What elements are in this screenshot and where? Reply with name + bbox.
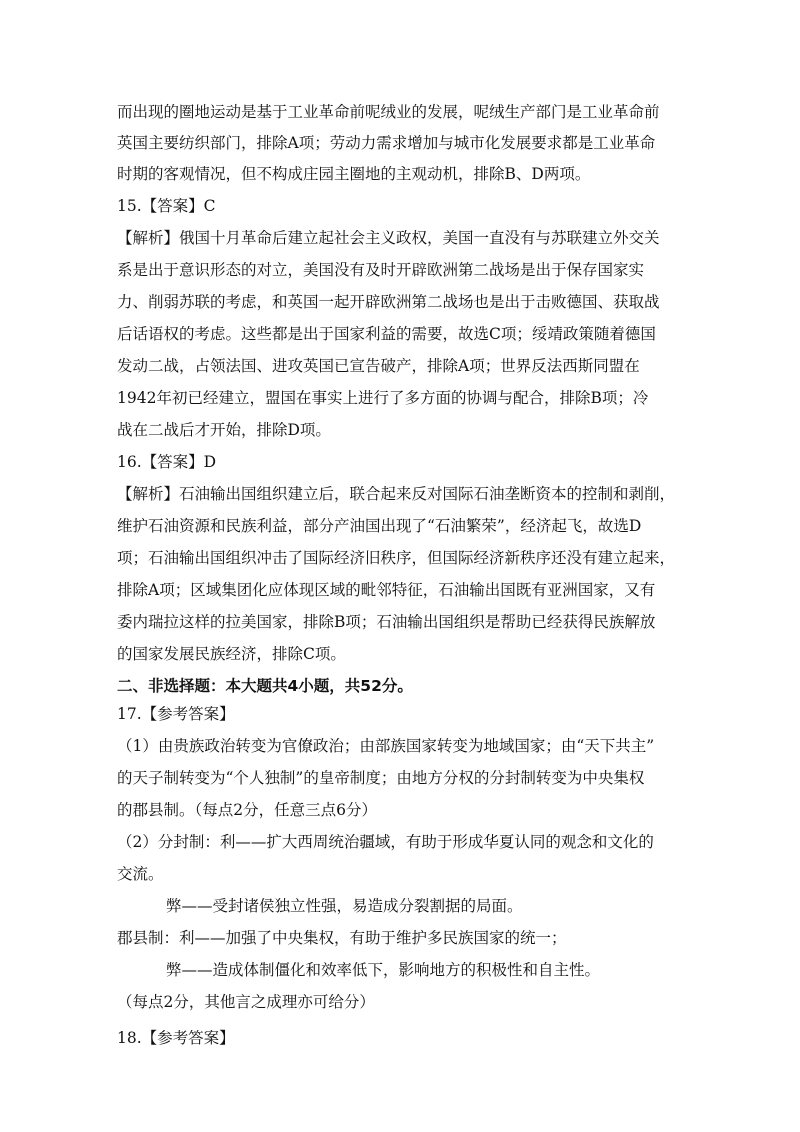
question-16-answer: 16.【答案】D — [117, 453, 217, 471]
text-line: 的郡县制。（每点2分，任意三点6分） — [117, 801, 377, 819]
text-line: 的天子制转变为“个人独制”的皇帝制度；由地方分权的分封制转变为中央集权 — [117, 769, 645, 787]
question-15-answer: 15.【答案】C — [117, 197, 216, 215]
text-line: 郡县制：利——加强了中央集权，有助于维护多民族国家的统一； — [117, 929, 567, 947]
text-line: 1942年初已经建立，盟国在事实上进行了多方面的协调与配合，排除B项；冷 — [117, 389, 649, 407]
text-line: 弊——受封诸侯独立性强，易造成分裂割据的局面。 — [166, 897, 523, 915]
text-line: 系是出于意识形态的对立，美国没有及时开辟欧洲第二战场是出于保存国家实 — [117, 261, 645, 279]
text-line: 的国家发展民族经济，排除C项。 — [117, 645, 346, 663]
text-line: 委内瑞拉这样的拉美国家，排除B项；石油输出国组织是帮助已经获得民族解放 — [117, 613, 656, 631]
text-line: 排除A项；区域集团化应体现区域的毗邻特征，石油输出国既有亚洲国家，又有 — [117, 581, 656, 599]
text-line: 项；石油输出国组织冲击了国际经济旧秩序，但国际经济新秩序还没有建立起来， — [117, 549, 676, 567]
section-heading: 二、非选择题：本大题共4小题，共52分。 — [117, 677, 413, 695]
text-line: 弊——造成体制僵化和效率低下，影响地方的积极性和自主性。 — [166, 961, 601, 979]
text-line: 战在二战后才开始，排除D项。 — [117, 421, 331, 439]
text-line: 【解析】石油输出国组织建立后，联合起来反对国际石油垄断资本的控制和剥削， — [117, 485, 676, 503]
text-line: （2）分封制：利——扩大西周统治疆域，有助于形成华夏认同的观念和文化的 — [117, 833, 654, 851]
text-line: 时期的客观情况，但不构成庄园主圈地的主观动机，排除B、D两项。 — [117, 165, 591, 183]
question-17-answer: 17.【参考答案】 — [117, 705, 235, 723]
text-line: 英国主要纺织部门，排除A项；劳动力需求增加与城市化发展要求都是工业革命 — [117, 134, 656, 152]
text-line: 维护石油资源和民族利益，部分产油国出现了“石油繁荣”，经济起飞，故选D — [117, 517, 642, 535]
text-line: 后话语权的考虑。这些都是出于国家利益的需要，故选C项；绥靖政策随着德国 — [117, 325, 656, 343]
text-line: 发动二战，占领法国、进攻英国已宣告破产，排除A项；世界反法西斯同盟在 — [117, 357, 640, 375]
text-line: 交流。 — [117, 865, 164, 883]
text-line: （1）由贵族政治转变为官僚政治；由部族国家转变为地域国家；由“天下共主” — [117, 737, 655, 755]
text-line: 【解析】俄国十月革命后建立起社会主义政权，美国一直没有与苏联建立外交关 — [117, 229, 660, 247]
text-line: 力、削弱苏联的考虑，和英国一起开辟欧洲第二战场也是出于击败德国、获取战 — [117, 293, 660, 311]
question-18-answer: 18.【参考答案】 — [117, 1029, 235, 1047]
text-line: （每点2分，其他言之成理亦可给分） — [117, 993, 375, 1011]
text-line: 而出现的圈地运动是基于工业革命前呢绒业的发展，呢绒生产部门是工业革命前 — [117, 103, 660, 121]
